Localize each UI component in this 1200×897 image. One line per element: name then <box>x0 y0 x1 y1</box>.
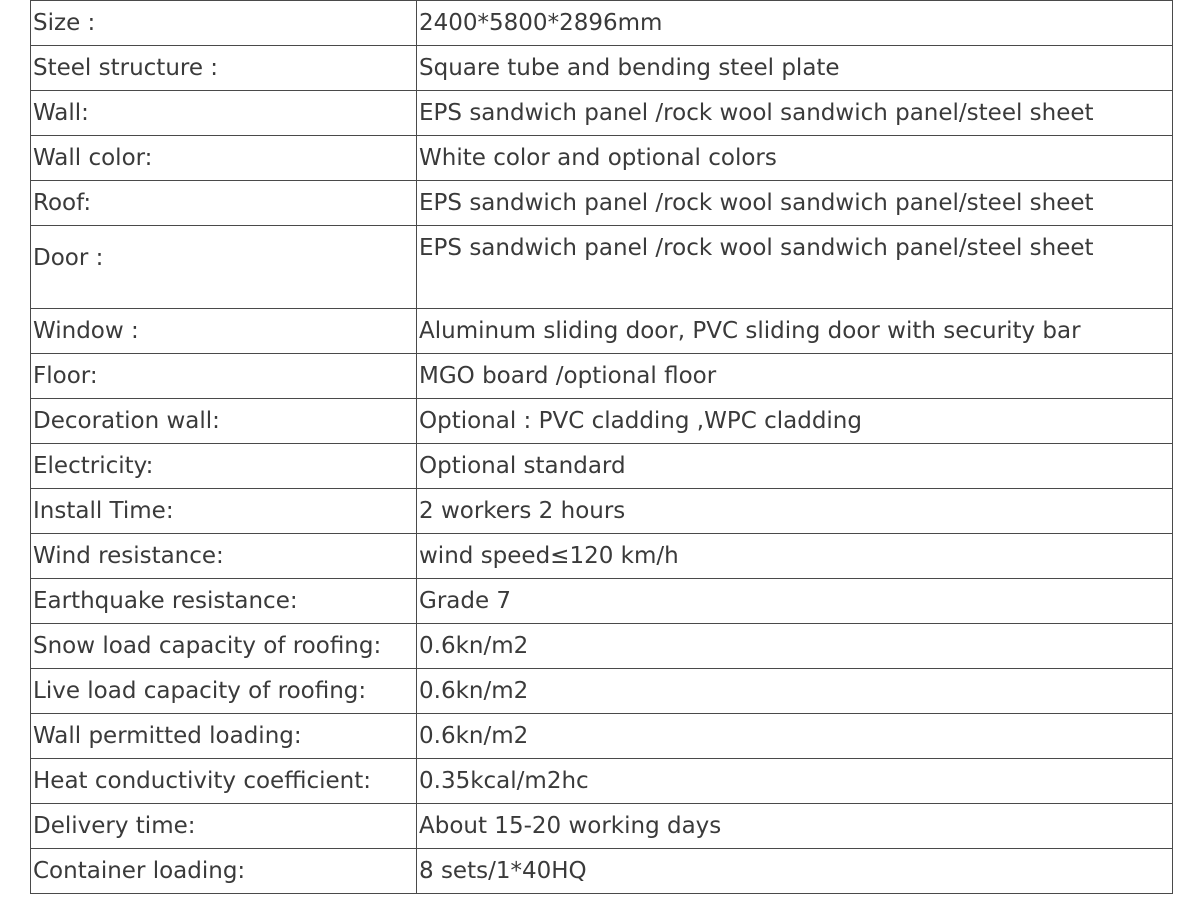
spec-value: 0.6kn/m2 <box>417 669 1173 714</box>
spec-value: White color and optional colors <box>417 136 1173 181</box>
table-row <box>31 759 1173 804</box>
spec-label: Live load capacity of roofing: <box>31 669 417 714</box>
spec-value: MGO board /optional floor <box>417 354 1173 399</box>
spec-label: Steel structure : <box>31 46 417 91</box>
spec-label: Earthquake resistance: <box>31 579 417 624</box>
table-row <box>31 669 1173 714</box>
spec-label: Delivery time: <box>31 804 417 849</box>
spec-value: Optional standard <box>417 444 1173 489</box>
table-row <box>31 579 1173 624</box>
spec-value: 2400*5800*2896mm <box>417 1 1173 46</box>
spec-value: 0.6kn/m2 <box>417 624 1173 669</box>
spec-label: Wall permitted loading: <box>31 714 417 759</box>
spec-value: EPS sandwich panel /rock wool sandwich panel/steel sheet <box>417 226 1173 309</box>
table-row <box>31 46 1173 91</box>
table-row <box>31 136 1173 181</box>
table-row <box>31 181 1173 226</box>
table-row <box>31 849 1173 894</box>
spec-table <box>30 0 1173 894</box>
table-row <box>31 804 1173 849</box>
spec-label: Container loading: <box>31 849 417 894</box>
table-row <box>31 354 1173 399</box>
spec-label: Heat conductivity coefficient: <box>31 759 417 804</box>
spec-label: Install Time: <box>31 489 417 534</box>
table-row <box>31 444 1173 489</box>
spec-label: Snow load capacity of roofing: <box>31 624 417 669</box>
table-row <box>31 489 1173 534</box>
spec-value: Square tube and bending steel plate <box>417 46 1173 91</box>
spec-value: Optional : PVC cladding ,WPC cladding <box>417 399 1173 444</box>
spec-value: EPS sandwich panel /rock wool sandwich panel/steel sheet <box>417 91 1173 136</box>
spec-label: Wall: <box>31 91 417 136</box>
table-row <box>31 714 1173 759</box>
spec-label: Electricity: <box>31 444 417 489</box>
spec-value: About 15-20 working days <box>417 804 1173 849</box>
spec-value: 8 sets/1*40HQ <box>417 849 1173 894</box>
table-row <box>31 399 1173 444</box>
table-row <box>31 534 1173 579</box>
spec-label: Roof: <box>31 181 417 226</box>
spec-label: Decoration wall: <box>31 399 417 444</box>
table-row <box>31 624 1173 669</box>
table-row <box>31 91 1173 136</box>
spec-value: EPS sandwich panel /rock wool sandwich panel/steel sheet <box>417 181 1173 226</box>
spec-value: 2 workers 2 hours <box>417 489 1173 534</box>
table-row <box>31 226 1173 309</box>
spec-value: Grade 7 <box>417 579 1173 624</box>
spec-value: Aluminum sliding door, PVC sliding door with security bar <box>417 309 1173 354</box>
spec-value: 0.6kn/m2 <box>417 714 1173 759</box>
spec-label: Door : <box>31 226 417 309</box>
table-row <box>31 1 1173 46</box>
spec-label: Wind resistance: <box>31 534 417 579</box>
spec-value: wind speed≤120 km/h <box>417 534 1173 579</box>
spec-label: Window : <box>31 309 417 354</box>
spec-value: 0.35kcal/m2hc <box>417 759 1173 804</box>
spec-label: Floor: <box>31 354 417 399</box>
spec-label: Size : <box>31 1 417 46</box>
spec-label: Wall color: <box>31 136 417 181</box>
table-row <box>31 309 1173 354</box>
